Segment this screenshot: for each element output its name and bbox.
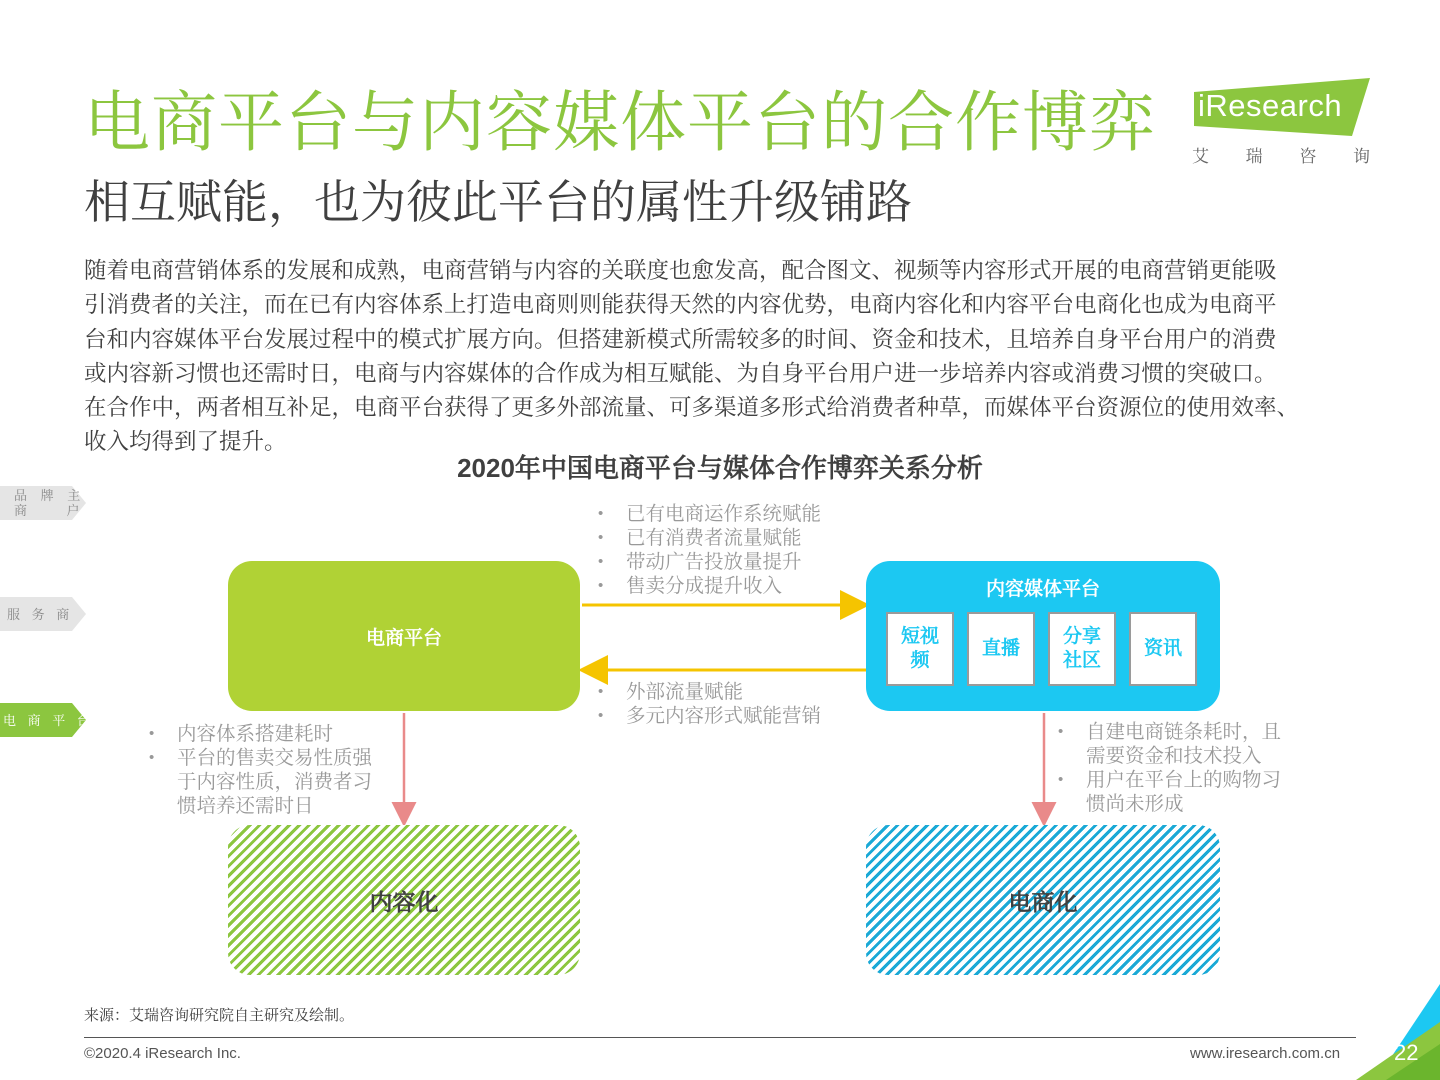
bullet-item: • 多元内容形式赋能营销	[598, 704, 821, 728]
source-note: 来源：艾瑞咨询研究院自主研究及绘制。	[84, 1007, 355, 1024]
bullet-item: • 平台的售卖交易性质强 于内容性质，消费者习 惯培养还需时日	[149, 746, 372, 818]
media-platform-label: 内容媒体平台	[985, 579, 1100, 600]
bullet-item: • 自建电商链条耗时，且 需要资金和技术投入	[1058, 720, 1281, 768]
bullet-item: • 内容体系搭建耗时	[149, 722, 372, 746]
page-subtitle: 相互赋能，也为彼此平台的属性升级铺路	[84, 176, 912, 228]
logo-cn-char: 询	[1352, 147, 1370, 166]
content-transformation-box	[228, 825, 580, 975]
top-bullet-list	[598, 502, 821, 598]
paragraph-line: 引消费者的关注，而在已有内容体系上打造电商则则能获得天然的内容优势，电商内容化和内容平台电商化也成为电商平	[84, 292, 1277, 318]
paragraph-line: 在合作中，两者相互补足，电商平台获得了更多外部流量、可多渠道多形式给消费者种草，而媒体平台资源位的使用效率、	[84, 395, 1300, 421]
media-sub-news: 资讯	[1129, 612, 1197, 686]
bullet-item: • 用户在平台上的购物习 惯尚未形成	[1058, 768, 1281, 816]
logo-cn-char: 艾	[1192, 147, 1209, 166]
bullet-item: • 已有消费者流量赋能	[598, 526, 821, 550]
diagram-title: 2020年中国电商平台与媒体合作博弈关系分析	[457, 453, 983, 483]
bullet-item: • 已有电商运作系统赋能	[598, 502, 821, 526]
side-tab-label: 服 务 商	[7, 606, 74, 622]
page-title: 电商平台与内容媒体平台的合作博弈	[84, 85, 1156, 159]
bullet-item: • 售卖分成提升收入	[598, 574, 821, 598]
media-sub-community: 分享 社区	[1048, 612, 1116, 686]
paragraph-line: 收入均得到了提升。	[84, 429, 287, 455]
ecommerce-platform-label: 电商平台	[365, 627, 442, 649]
website-link[interactable]: www.iresearch.com.cn	[1190, 1045, 1341, 1062]
commerce-transformation-box	[866, 825, 1220, 975]
bullet-item: • 带动广告投放量提升	[598, 550, 821, 574]
side-tab-label-line1: 品 牌 主	[14, 488, 86, 503]
left-bullet-list	[149, 722, 372, 818]
logo-brand-text: iResearch	[1198, 88, 1343, 123]
commerce-transformation-label: 电商化	[1008, 888, 1078, 915]
footer-divider	[84, 1037, 1356, 1038]
bullet-item: • 外部流量赋能	[598, 680, 821, 704]
side-tab-label-line2: 商 户	[14, 503, 85, 518]
content-transformation-label: 内容化	[369, 888, 439, 915]
logo-cn-char: 咨	[1299, 147, 1317, 166]
copyright-text: ©2020.4 iResearch Inc.	[84, 1045, 241, 1062]
side-tab-label: 电 商 平 台	[3, 712, 94, 728]
paragraph-line: 或内容新习惯也还需时日，电商与内容媒体的合作成为相互赋能、为自身平台用户进一步培养内容或消费习惯的突破口。	[84, 360, 1277, 386]
right-bullet-list	[1058, 720, 1281, 816]
paragraph-line: 随着电商营销体系的发展和成熟，电商营销与内容的关联度也愈发高，配合图文、视频等内容形式开展的电商营销更能吸	[84, 258, 1277, 283]
paragraph-line: 台和内容媒体平台发展过程中的模式扩展方向。但搭建新模式所需较多的时间、资金和技术，且培养自身平台用户的消费	[84, 326, 1277, 352]
middle-bullet-list	[598, 680, 821, 728]
media-sub-short-video: 短视 频	[886, 612, 954, 686]
media-sub-live: 直播	[967, 612, 1035, 686]
page-number: 22	[1394, 1040, 1419, 1065]
logo-cn-char: 瑞	[1245, 147, 1263, 166]
